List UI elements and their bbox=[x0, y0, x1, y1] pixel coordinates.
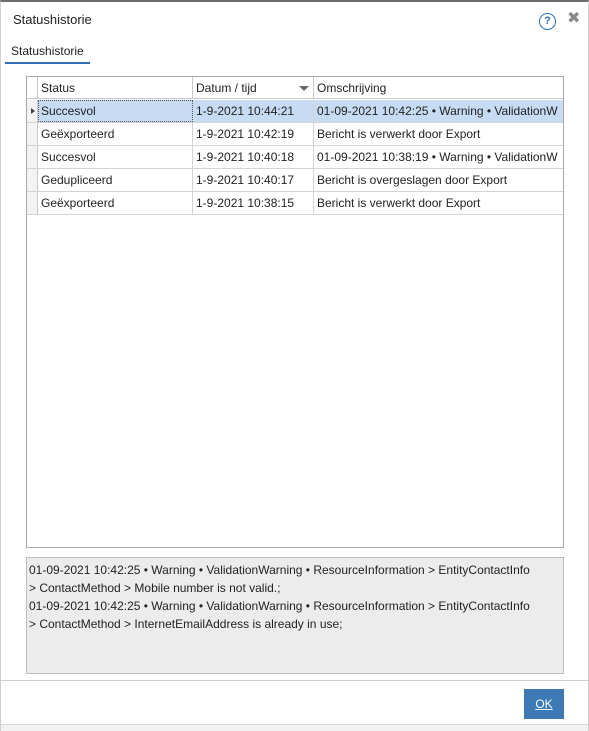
background-strip bbox=[1, 724, 588, 731]
column-header-description[interactable]: Omschrijving bbox=[317, 81, 387, 95]
cell-datetime: 1-9-2021 10:40:17 bbox=[193, 169, 314, 191]
close-icon[interactable]: ✖ bbox=[567, 10, 581, 27]
tab-bar bbox=[1, 42, 588, 64]
cell-datetime: 1-9-2021 10:40:18 bbox=[193, 146, 314, 168]
row-indicator-header bbox=[27, 77, 38, 99]
table-row[interactable] bbox=[27, 146, 563, 169]
cell-datetime: 1-9-2021 10:44:21 bbox=[193, 100, 314, 122]
detail-memo[interactable] bbox=[26, 557, 564, 674]
table-row[interactable] bbox=[27, 192, 563, 215]
help-icon[interactable]: ? bbox=[539, 13, 556, 30]
cell-status: Succesvol bbox=[38, 100, 193, 122]
grid-header bbox=[27, 77, 563, 99]
sort-descending-icon[interactable] bbox=[299, 86, 309, 91]
detail-line: > ContactMethod > InternetEmailAddress is already in use; bbox=[29, 617, 343, 631]
cell-status: Succesvol bbox=[38, 146, 193, 168]
dialog-title: Statushistorie bbox=[13, 12, 92, 27]
detail-line: > ContactMethod > Mobile number is not valid.; bbox=[29, 581, 281, 595]
tab-statushistorie[interactable]: Statushistorie bbox=[5, 42, 90, 64]
cell-description: 01-09-2021 10:38:19 • Warning • ValidationW bbox=[317, 150, 558, 164]
column-header-datetime[interactable] bbox=[193, 77, 314, 99]
table-row[interactable] bbox=[27, 169, 563, 192]
cell-datetime: 1-9-2021 10:38:15 bbox=[193, 192, 314, 214]
detail-line: 01-09-2021 10:42:25 • Warning • ValidationWarning • ResourceInformation > EntityContactInfo bbox=[29, 563, 530, 577]
column-header-datetime-label: Datum / tijd bbox=[196, 81, 257, 95]
row-indicator bbox=[27, 192, 38, 214]
cell-status: Gedupliceerd bbox=[38, 169, 193, 191]
table-row[interactable] bbox=[27, 100, 563, 123]
cell-status: Geëxporteerd bbox=[38, 192, 193, 214]
detail-line: 01-09-2021 10:42:25 • Warning • ValidationWarning • ResourceInformation > EntityContactInfo bbox=[29, 599, 530, 613]
cell-description: Bericht is overgeslagen door Export bbox=[317, 173, 508, 187]
row-indicator bbox=[27, 123, 38, 145]
cell-status: Geëxporteerd bbox=[38, 123, 193, 145]
footer-divider bbox=[1, 680, 588, 681]
cell-description: Bericht is verwerkt door Export bbox=[317, 127, 481, 141]
ok-button[interactable]: OK bbox=[524, 689, 564, 719]
status-grid[interactable] bbox=[26, 76, 564, 548]
row-pointer-icon bbox=[31, 108, 35, 114]
title-bar bbox=[1, 2, 588, 38]
table-row[interactable] bbox=[27, 123, 563, 146]
cell-description: 01-09-2021 10:42:25 • Warning • ValidationW bbox=[317, 104, 558, 118]
cell-datetime: 1-9-2021 10:42:19 bbox=[193, 123, 314, 145]
row-indicator bbox=[27, 146, 38, 168]
cell-description: Bericht is verwerkt door Export bbox=[317, 196, 481, 210]
row-indicator bbox=[27, 169, 38, 191]
row-indicator bbox=[27, 100, 38, 122]
column-header-status[interactable]: Status bbox=[38, 77, 193, 99]
